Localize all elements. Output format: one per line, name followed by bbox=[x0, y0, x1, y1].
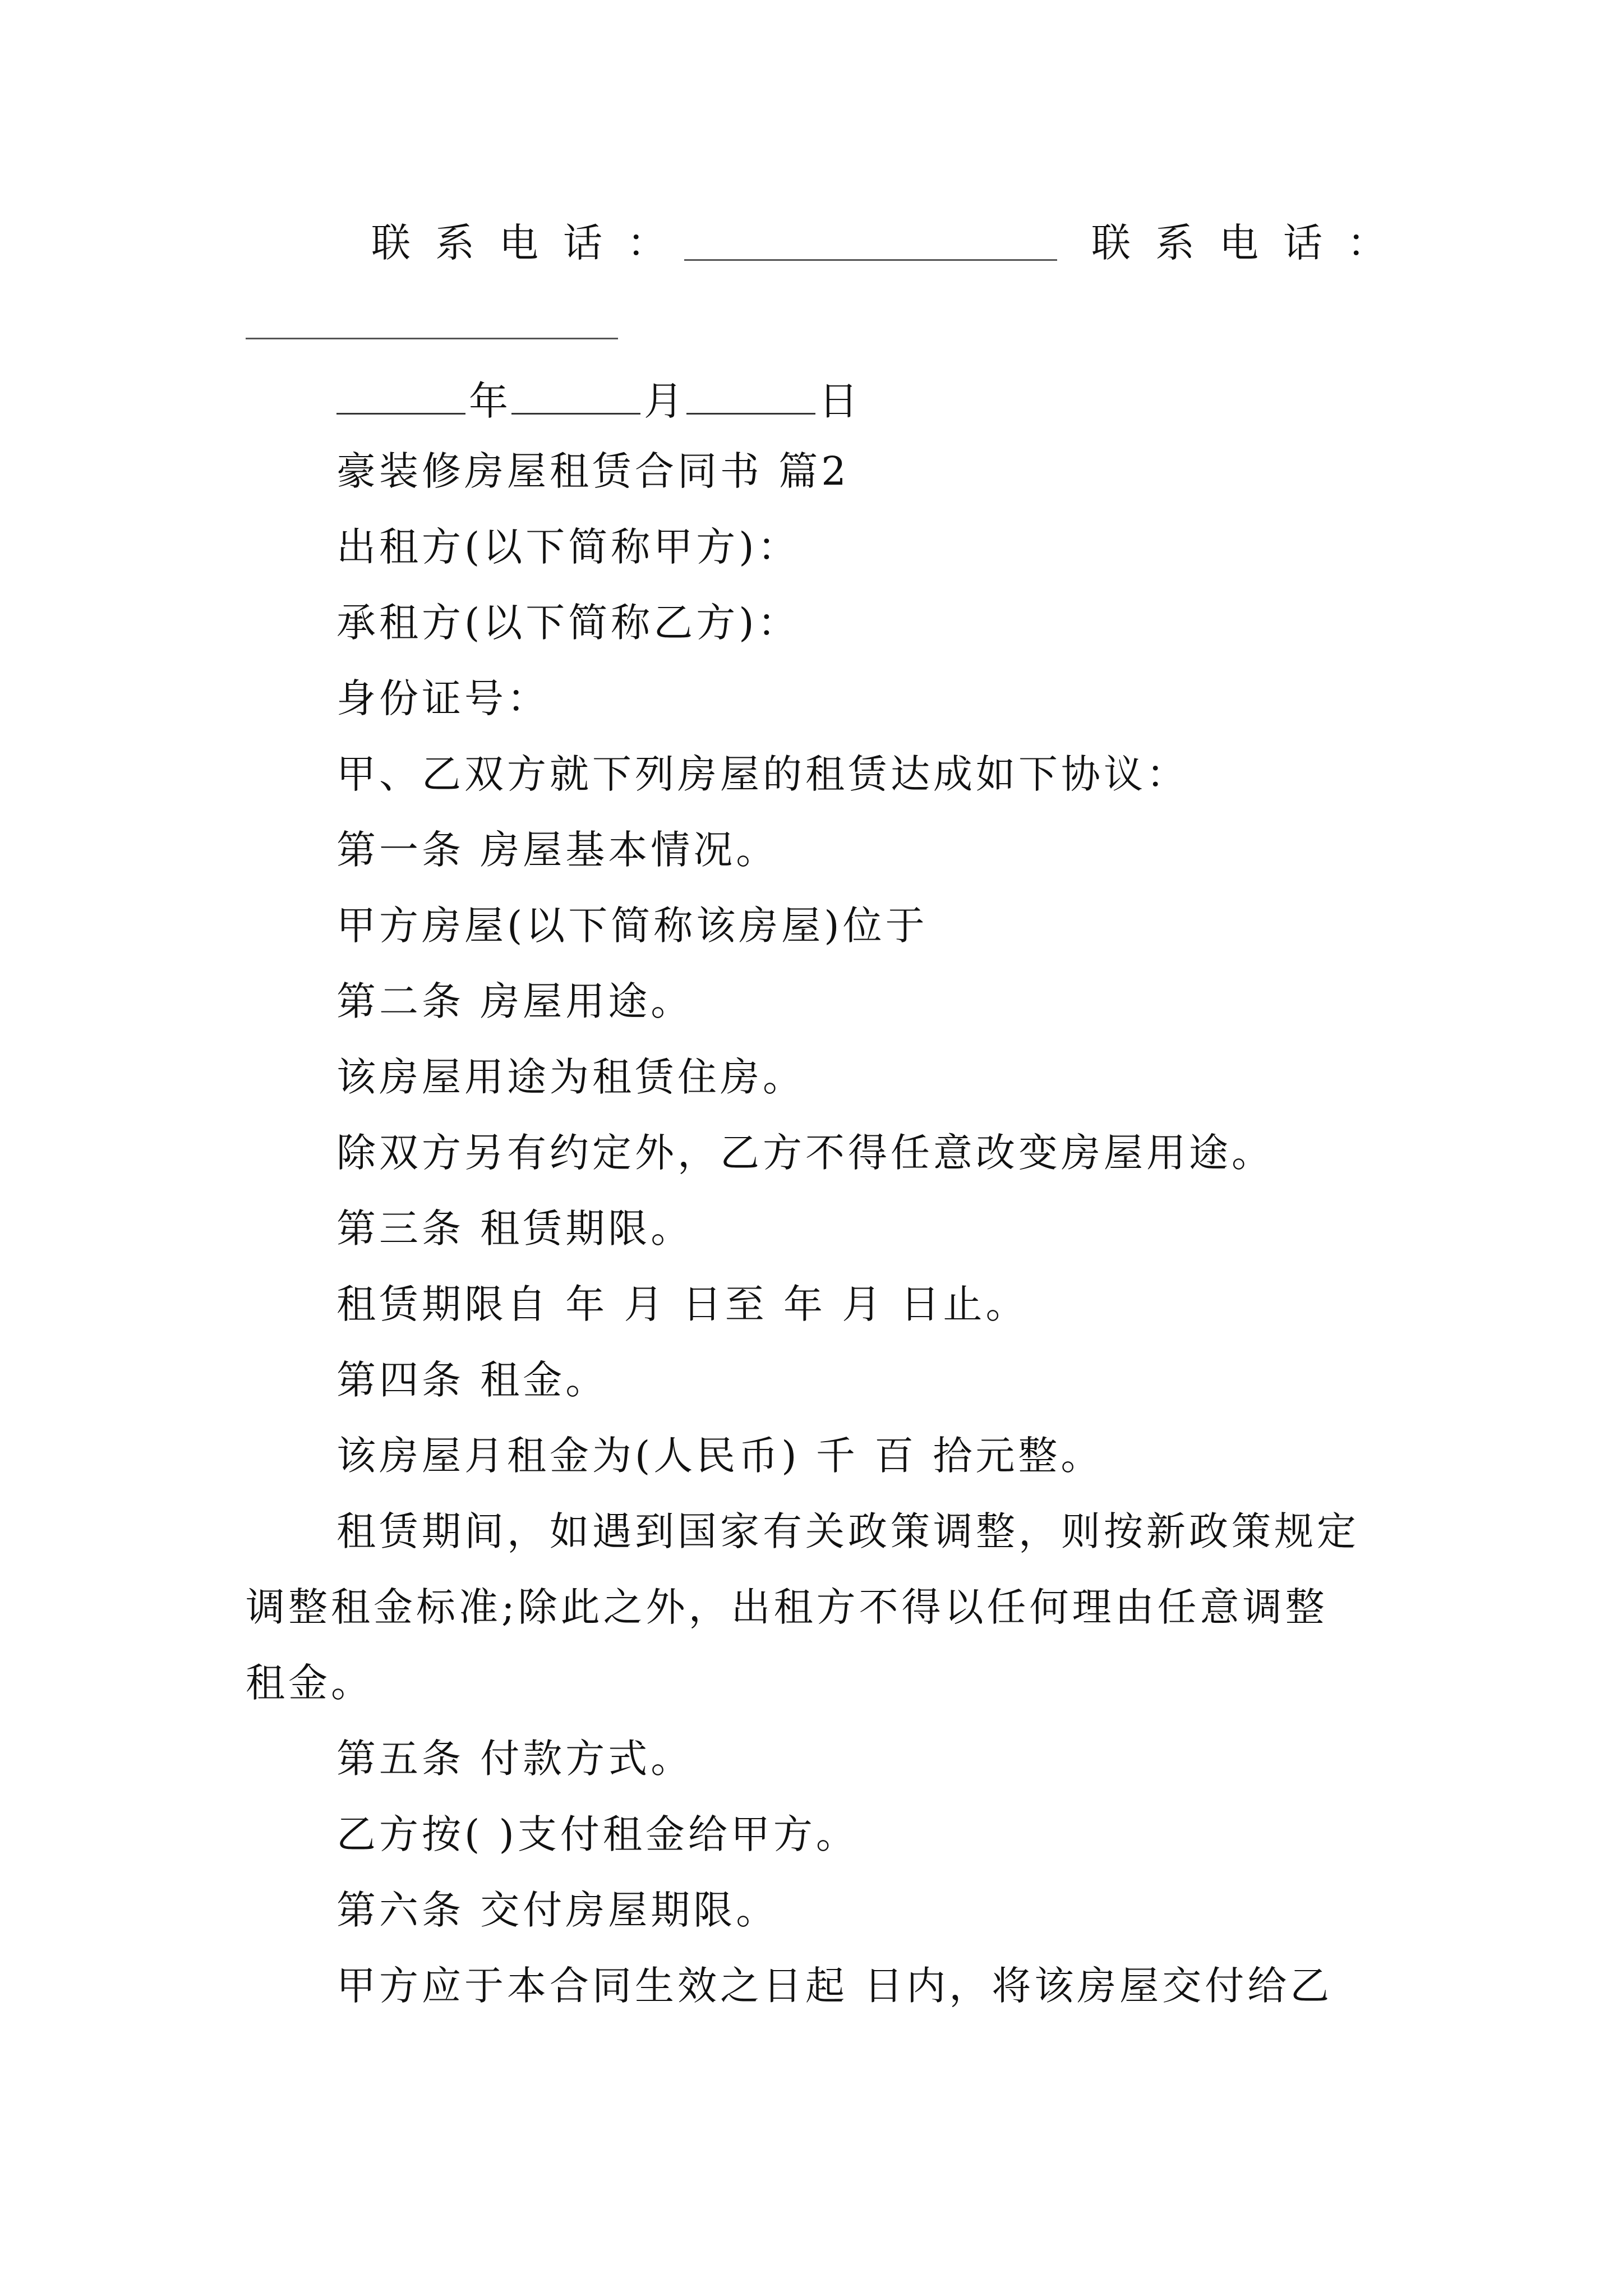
article-2-body-1: 该房屋用途为租赁住房。 bbox=[336, 1054, 805, 1100]
contract-title: 豪装修房屋租赁合同书 篇2 bbox=[336, 448, 850, 494]
article-5-title: 第五条 付款方式。 bbox=[336, 1736, 694, 1782]
lessor-line: 出租方(以下简称甲方)： bbox=[336, 524, 800, 570]
contact-phone-blank-left bbox=[684, 259, 1057, 261]
date-row bbox=[336, 377, 861, 427]
lessee-line: 承租方(以下简称乙方)： bbox=[336, 600, 800, 646]
article-4-body-2-line-2: 调整租金标准;除此之外，出租方不得以任何理由任意调整 bbox=[246, 1584, 1328, 1630]
month-label: 月 bbox=[644, 378, 683, 424]
contact-phone-label-right: 联系电话： bbox=[1091, 220, 1411, 266]
article-6-title: 第六条 交付房屋期限。 bbox=[336, 1887, 779, 1933]
article-5-body: 乙方按( )支付租金给甲方。 bbox=[336, 1811, 859, 1857]
article-4-body-2-line-3: 租金。 bbox=[246, 1660, 374, 1706]
article-1-body: 甲方房屋(以下简称该房屋)位于 bbox=[336, 903, 928, 949]
article-2-title: 第二条 房屋用途。 bbox=[336, 978, 694, 1024]
month-blank bbox=[511, 377, 640, 415]
agreement-intro: 甲、乙双方就下列房屋的租赁达成如下协议： bbox=[336, 751, 1189, 797]
id-number-line: 身份证号： bbox=[336, 675, 550, 721]
day-blank bbox=[686, 377, 815, 415]
contact-phone-blank-right bbox=[246, 338, 618, 339]
day-label: 日 bbox=[819, 378, 858, 424]
article-3-title: 第三条 租赁期限。 bbox=[336, 1205, 694, 1251]
article-6-body: 甲方应于本合同生效之日起 日内，将该房屋交付给乙 bbox=[336, 1963, 1333, 2009]
article-4-title: 第四条 租金。 bbox=[336, 1357, 608, 1403]
article-4-body-1: 该房屋月租金为(人民币) 千 百 拾元整。 bbox=[336, 1433, 1104, 1479]
article-3-body: 租赁期限自 年 月 日至 年 月 日止。 bbox=[336, 1281, 1029, 1327]
article-4-body-2-line-1: 租赁期间，如遇到国家有关政策调整，则按新政策规定 bbox=[336, 1508, 1359, 1554]
year-blank bbox=[336, 377, 465, 415]
article-2-body-2: 除双方另有约定外，乙方不得任意改变房屋用途。 bbox=[336, 1130, 1274, 1176]
article-1-title: 第一条 房屋基本情况。 bbox=[336, 827, 779, 873]
contact-row bbox=[371, 220, 1411, 268]
contact-phone-label-left: 联系电话： bbox=[371, 220, 691, 266]
year-label: 年 bbox=[469, 378, 508, 424]
